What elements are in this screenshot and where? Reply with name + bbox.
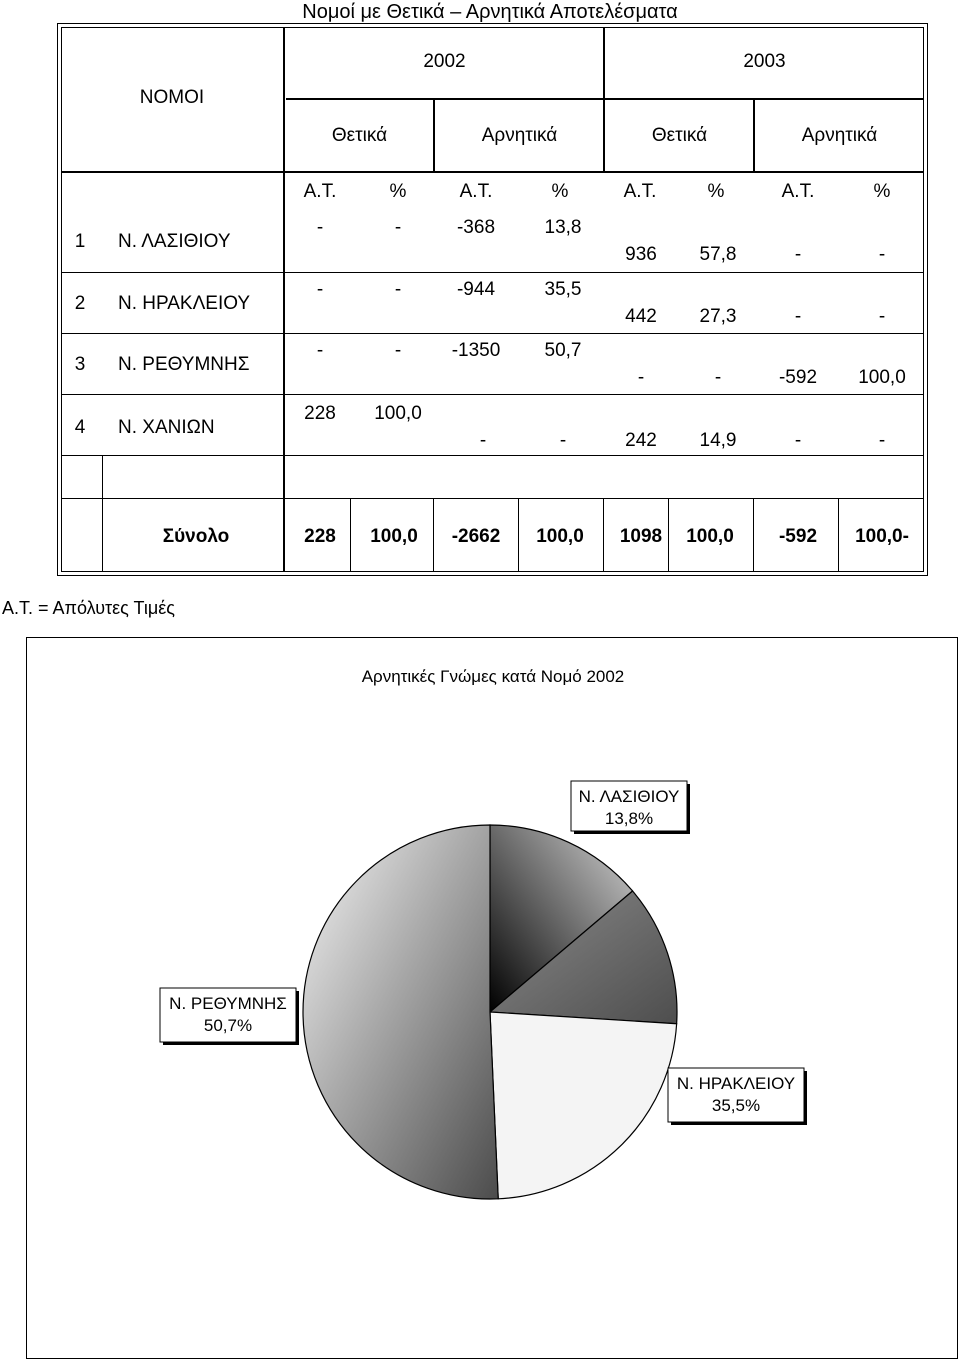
table-cell: - [794, 306, 802, 327]
table-cell: 13,8 [544, 217, 582, 238]
table-cell: - [794, 430, 802, 451]
chart-title: Αρνητικές Γνώμες κατά Νομό 2002 [361, 667, 625, 686]
column-label: % [389, 181, 407, 202]
total-cell: 100,0 [536, 526, 584, 547]
total-cell: -592 [778, 526, 818, 547]
column-label: Α.Τ. [781, 181, 815, 202]
page-title: Νομοί με Θετικά – Αρνητικά Αποτελέσματα [302, 1, 678, 23]
total-label: Σύνολο [162, 526, 230, 547]
table-cell: 100,0 [858, 367, 906, 388]
table-cell: - [637, 367, 645, 388]
row-name: Ν. ΗΡΑΚΛΕΙΟΥ [118, 293, 251, 314]
table-cell: - [394, 217, 402, 238]
total-cell: 1098 [619, 526, 663, 547]
table-cell: 50,7 [544, 340, 582, 361]
table-cell: 936 [625, 244, 657, 265]
table-cell: 100,0 [374, 403, 422, 424]
row-number: 1 [74, 231, 86, 252]
table-cell: - [878, 430, 886, 451]
pie-slice-iraklio-shade [490, 1012, 677, 1199]
table-cell: - [479, 430, 487, 451]
slice-label: Ν. ΛΑΣΙΘΙΟΥ [578, 787, 680, 806]
table-cell: -1350 [451, 340, 501, 361]
column-label: % [707, 181, 725, 202]
subheader: Αρνητικά [481, 125, 558, 146]
table-cell: 57,8 [699, 244, 737, 265]
table-cell: - [316, 217, 324, 238]
table-cell: - [394, 340, 402, 361]
slice-value-label: 50,7% [203, 1016, 253, 1035]
table-cell: - [316, 279, 324, 300]
nomoi-header: ΝΟΜΟΙ [139, 87, 205, 108]
table-cell: 442 [625, 306, 657, 327]
pie-slice-rethymno [303, 825, 498, 1199]
table-cell: - [714, 367, 722, 388]
table-cell: - [316, 340, 324, 361]
table-cell: 35,5 [544, 279, 582, 300]
table-cell: - [394, 279, 402, 300]
row-number: 4 [74, 417, 86, 438]
row-name: Ν. ΡΕΘΥΜΝΗΣ [118, 354, 250, 375]
table-cell: - [878, 306, 886, 327]
row-name: Ν. ΛΑΣΙΘΙΟΥ [118, 231, 231, 252]
slice-label: Ν. ΡΕΘΥΜΝΗΣ [169, 994, 287, 1013]
table-cell: 27,3 [699, 306, 737, 327]
table-cell: - [559, 430, 567, 451]
total-cell: -2662 [451, 526, 501, 547]
row-name: Ν. ΧΑΝΙΩΝ [118, 417, 215, 438]
slice-label: Ν. ΗΡΑΚΛΕΙΟΥ [676, 1074, 796, 1093]
row-number: 2 [74, 293, 86, 314]
footnote: Α.Τ. = Απόλυτες Τιμές [2, 598, 175, 618]
subheader: Θετικά [651, 125, 708, 146]
slice-value-label: 35,5% [711, 1096, 761, 1115]
table-cell: -592 [778, 367, 818, 388]
column-label: Α.Τ. [303, 181, 337, 202]
column-label: Α.Τ. [459, 181, 493, 202]
column-label: % [551, 181, 569, 202]
subheader: Αρνητικά [801, 125, 878, 146]
total-cell: 228 [304, 526, 336, 547]
total-cell: 100,0 [370, 526, 418, 547]
year-header: 2002 [423, 51, 466, 72]
total-cell: 100,0- [855, 526, 909, 547]
column-label: Α.Τ. [623, 181, 657, 202]
slice-value-label: 13,8% [604, 809, 654, 828]
year-header: 2003 [743, 51, 786, 72]
table-cell: 242 [625, 430, 657, 451]
table-cell: 228 [304, 403, 336, 424]
table-cell: -368 [456, 217, 496, 238]
table-cell: 14,9 [699, 430, 737, 451]
table-cell: - [878, 244, 886, 265]
subheader: Θετικά [331, 125, 388, 146]
table-cell: - [794, 244, 802, 265]
row-number: 3 [74, 354, 86, 375]
table-cell: -944 [456, 279, 496, 300]
total-cell: 100,0 [686, 526, 734, 547]
column-label: % [873, 181, 891, 202]
